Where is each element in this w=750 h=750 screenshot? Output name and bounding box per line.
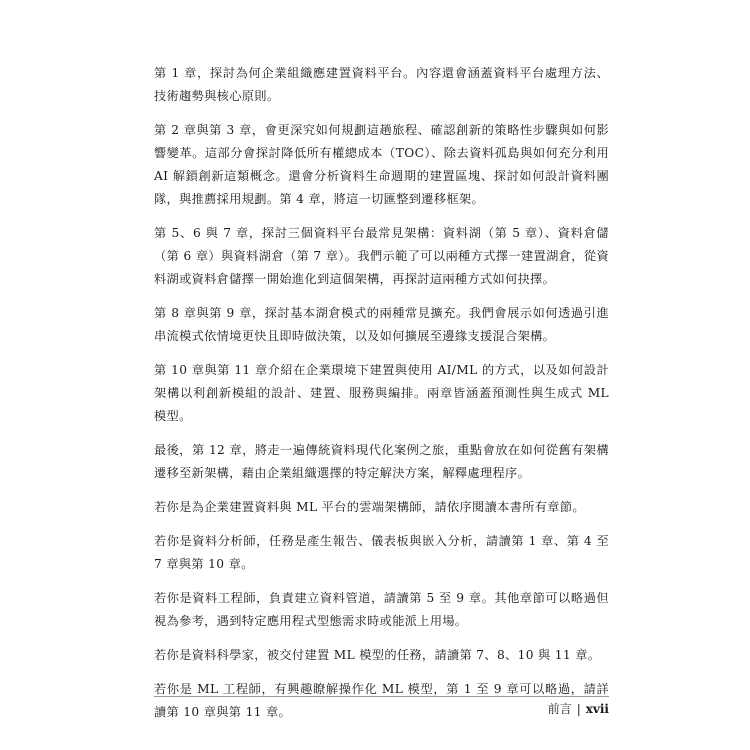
paragraph-cloud-architect: 若你是為企業建置資料與 ML 平台的雲端架構師，請依序閱讀本書所有章節。 <box>154 500 585 514</box>
body-text <box>154 62 609 735</box>
paragraph-chapters-5-7: 第 5、6 與 7 章，探討三個資料平台最常見架構：資料湖（第 5 章）、資料倉儲（第 6 章）與資料湖倉（第 7 章）。我們示範了可以兩種方式擇一建置湖倉，從資料湖或資料倉儲擇一開始進化到這個架構，再探討這兩種方式如何抉擇。 <box>154 226 609 286</box>
page-footer <box>548 701 609 717</box>
paragraph-data-engineer: 若你是資料工程師，負責建立資料管道，請讀第 5 至 9 章。其他章節可以略過但視為參考，遇到特定應用程式型態需求時或能派上用場。 <box>154 591 609 628</box>
page-number: xvii <box>585 702 609 716</box>
footer-section-label: 前言 <box>547 702 572 716</box>
paragraph-data-scientist: 若你是資料科學家，被交付建置 ML 模型的任務，請讀第 7、8、10 與 11 章。 <box>154 648 601 662</box>
paragraph-chapter-12: 最後，第 12 章，將走一遍傳統資料現代化案例之旅，重點會放在如何從舊有架構遷移至新架構，藉由企業組織選擇的特定解決方案，解釋處理程序。 <box>154 443 609 480</box>
paragraph-chapters-2-3: 第 2 章與第 3 章，會更深究如何規劃這趟旅程、確認創新的策略性步驟與如何影響變革。這部分會探討降低所有權總成本（TOC）、除去資料孤島與如何充分利用 AI 解鎖創新這類概念。還會分析資料生命週期的建置區塊、探討如何設計資料團隊，與推薦採用規劃。第 4 章，將這一切匯整到遷移框架。 <box>154 123 609 206</box>
footer-divider <box>154 696 609 697</box>
paragraph-data-analyst: 若你是資料分析師，任務是產生報告、儀表板與嵌入分析，請讀第 1 章、第 4 至 7 章與第 10 章。 <box>154 534 609 571</box>
paragraph-chapters-8-9: 第 8 章與第 9 章，探討基本湖倉模式的兩種常見擴充。我們會展示如何透過引進串流模式依情境更快且即時做決策，以及如何擴展至邊緣支援混合架構。 <box>154 306 609 343</box>
paragraph-chapters-10-11: 第 10 章與第 11 章介紹在企業環境下建置與使用 AI/ML 的方式，以及如何設計架構以利創新模組的設計、建置、服務與編排。兩章皆涵蓋預測性與生成式 ML 模型。 <box>154 363 609 423</box>
paragraph-chapter-1: 第 1 章，探討為何企業組織應建置資料平台。內容還會涵蓋資料平台處理方法、技術趨勢與核心原則。 <box>154 66 609 103</box>
footer-separator: | <box>576 702 581 716</box>
paragraph-ml-engineer: 若你是 ML 工程師，有興趣瞭解操作化 ML 模型，第 1 至 9 章可以略過，請詳讀第 10 章與第 11 章。 <box>154 682 609 719</box>
